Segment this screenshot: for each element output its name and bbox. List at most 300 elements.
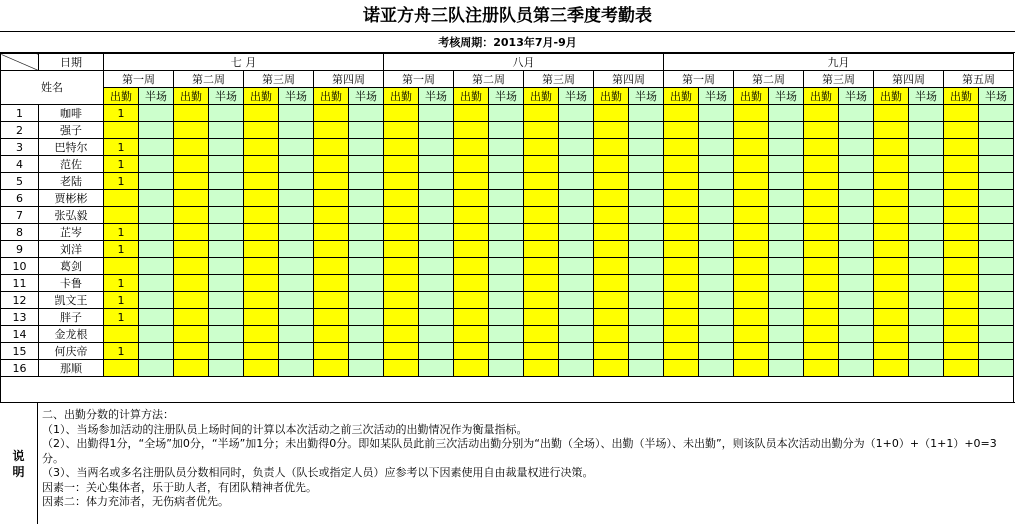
attend-cell[interactable]: [874, 224, 909, 241]
attend-cell[interactable]: [944, 224, 979, 241]
attend-cell[interactable]: [944, 139, 979, 156]
attend-cell[interactable]: [174, 241, 209, 258]
half-cell[interactable]: [489, 156, 524, 173]
attend-cell[interactable]: [454, 258, 489, 275]
half-cell[interactable]: [209, 156, 244, 173]
half-cell[interactable]: [769, 105, 804, 122]
half-cell[interactable]: [839, 292, 874, 309]
attend-cell[interactable]: [664, 139, 699, 156]
half-cell[interactable]: [769, 207, 804, 224]
attend-cell[interactable]: [104, 360, 139, 377]
half-cell[interactable]: [209, 343, 244, 360]
attend-cell[interactable]: [384, 241, 419, 258]
half-cell[interactable]: [209, 122, 244, 139]
attend-cell[interactable]: [174, 173, 209, 190]
half-cell[interactable]: [839, 343, 874, 360]
attend-cell[interactable]: [454, 326, 489, 343]
attend-cell[interactable]: [734, 105, 769, 122]
half-cell[interactable]: [769, 309, 804, 326]
half-cell[interactable]: [279, 207, 314, 224]
half-cell[interactable]: [139, 292, 174, 309]
half-cell[interactable]: [349, 139, 384, 156]
attend-cell[interactable]: [944, 173, 979, 190]
attend-cell[interactable]: [314, 224, 349, 241]
attend-cell[interactable]: [804, 326, 839, 343]
attend-cell[interactable]: 1: [104, 173, 139, 190]
attend-cell[interactable]: [244, 326, 279, 343]
half-cell[interactable]: [209, 275, 244, 292]
attend-cell[interactable]: [244, 241, 279, 258]
attend-cell[interactable]: 1: [104, 275, 139, 292]
half-cell[interactable]: [489, 139, 524, 156]
half-cell[interactable]: [139, 224, 174, 241]
attend-cell[interactable]: [944, 360, 979, 377]
half-cell[interactable]: [979, 275, 1014, 292]
attend-cell[interactable]: [664, 275, 699, 292]
half-cell[interactable]: [419, 292, 454, 309]
attend-cell[interactable]: [384, 139, 419, 156]
half-cell[interactable]: [769, 343, 804, 360]
half-cell[interactable]: [419, 122, 454, 139]
attend-cell[interactable]: [944, 292, 979, 309]
attend-cell[interactable]: [874, 343, 909, 360]
attend-cell[interactable]: [244, 360, 279, 377]
attend-cell[interactable]: [104, 190, 139, 207]
half-cell[interactable]: [839, 326, 874, 343]
attend-cell[interactable]: [664, 207, 699, 224]
attend-cell[interactable]: [524, 275, 559, 292]
half-cell[interactable]: [839, 275, 874, 292]
attend-cell[interactable]: [944, 241, 979, 258]
attend-cell[interactable]: [874, 190, 909, 207]
half-cell[interactable]: [839, 156, 874, 173]
half-cell[interactable]: [279, 309, 314, 326]
half-cell[interactable]: [769, 275, 804, 292]
attend-cell[interactable]: [454, 292, 489, 309]
attend-cell[interactable]: [734, 309, 769, 326]
half-cell[interactable]: [699, 207, 734, 224]
attend-cell[interactable]: [524, 326, 559, 343]
half-cell[interactable]: [279, 173, 314, 190]
half-cell[interactable]: [699, 258, 734, 275]
half-cell[interactable]: [909, 122, 944, 139]
attend-cell[interactable]: [174, 309, 209, 326]
attend-cell[interactable]: [734, 190, 769, 207]
attend-cell[interactable]: [244, 309, 279, 326]
attend-cell[interactable]: [594, 224, 629, 241]
half-cell[interactable]: [349, 156, 384, 173]
attend-cell[interactable]: [944, 207, 979, 224]
attend-cell[interactable]: [664, 224, 699, 241]
attend-cell[interactable]: [594, 360, 629, 377]
half-cell[interactable]: [839, 241, 874, 258]
attend-cell[interactable]: [594, 241, 629, 258]
attend-cell[interactable]: [174, 190, 209, 207]
attend-cell[interactable]: [384, 207, 419, 224]
half-cell[interactable]: [909, 105, 944, 122]
attend-cell[interactable]: [664, 190, 699, 207]
half-cell[interactable]: [629, 241, 664, 258]
attend-cell[interactable]: [804, 105, 839, 122]
half-cell[interactable]: [769, 139, 804, 156]
half-cell[interactable]: [629, 139, 664, 156]
half-cell[interactable]: [559, 105, 594, 122]
attend-cell[interactable]: [734, 292, 769, 309]
attend-cell[interactable]: [384, 173, 419, 190]
attend-cell[interactable]: 1: [104, 156, 139, 173]
attend-cell[interactable]: 1: [104, 309, 139, 326]
attend-cell[interactable]: [244, 156, 279, 173]
half-cell[interactable]: [909, 156, 944, 173]
attend-cell[interactable]: [524, 190, 559, 207]
attend-cell[interactable]: [804, 309, 839, 326]
half-cell[interactable]: [139, 360, 174, 377]
attend-cell[interactable]: [384, 105, 419, 122]
half-cell[interactable]: [909, 207, 944, 224]
attend-cell[interactable]: [804, 173, 839, 190]
attend-cell[interactable]: [734, 360, 769, 377]
half-cell[interactable]: [139, 156, 174, 173]
attend-cell[interactable]: [524, 173, 559, 190]
half-cell[interactable]: [559, 360, 594, 377]
half-cell[interactable]: [559, 275, 594, 292]
attend-cell[interactable]: [664, 292, 699, 309]
half-cell[interactable]: [419, 360, 454, 377]
half-cell[interactable]: [769, 190, 804, 207]
half-cell[interactable]: [279, 156, 314, 173]
half-cell[interactable]: [699, 275, 734, 292]
attend-cell[interactable]: [874, 360, 909, 377]
attend-cell[interactable]: [594, 258, 629, 275]
half-cell[interactable]: [279, 105, 314, 122]
half-cell[interactable]: [419, 241, 454, 258]
half-cell[interactable]: [139, 122, 174, 139]
attend-cell[interactable]: [174, 105, 209, 122]
half-cell[interactable]: [349, 122, 384, 139]
attend-cell[interactable]: [874, 326, 909, 343]
half-cell[interactable]: [979, 207, 1014, 224]
attend-cell[interactable]: [174, 292, 209, 309]
attend-cell[interactable]: [314, 258, 349, 275]
attend-cell[interactable]: [314, 360, 349, 377]
attend-cell[interactable]: [314, 275, 349, 292]
half-cell[interactable]: [979, 122, 1014, 139]
attend-cell[interactable]: [384, 122, 419, 139]
attend-cell[interactable]: [524, 241, 559, 258]
half-cell[interactable]: [419, 275, 454, 292]
attend-cell[interactable]: [874, 309, 909, 326]
half-cell[interactable]: [909, 190, 944, 207]
half-cell[interactable]: [559, 309, 594, 326]
attend-cell[interactable]: [804, 122, 839, 139]
attend-cell[interactable]: [174, 224, 209, 241]
half-cell[interactable]: [699, 122, 734, 139]
half-cell[interactable]: [139, 190, 174, 207]
attend-cell[interactable]: [874, 173, 909, 190]
half-cell[interactable]: [349, 275, 384, 292]
half-cell[interactable]: [419, 156, 454, 173]
half-cell[interactable]: [489, 258, 524, 275]
half-cell[interactable]: [979, 292, 1014, 309]
half-cell[interactable]: [139, 309, 174, 326]
half-cell[interactable]: [699, 343, 734, 360]
half-cell[interactable]: [769, 224, 804, 241]
half-cell[interactable]: [209, 360, 244, 377]
attend-cell[interactable]: [314, 207, 349, 224]
half-cell[interactable]: [699, 173, 734, 190]
half-cell[interactable]: [139, 275, 174, 292]
attend-cell[interactable]: [944, 275, 979, 292]
attend-cell[interactable]: [734, 156, 769, 173]
attend-cell[interactable]: [454, 343, 489, 360]
attend-cell[interactable]: [874, 241, 909, 258]
attend-cell[interactable]: [314, 343, 349, 360]
attend-cell[interactable]: [244, 173, 279, 190]
half-cell[interactable]: [209, 105, 244, 122]
attend-cell[interactable]: [874, 139, 909, 156]
half-cell[interactable]: [209, 241, 244, 258]
attend-cell[interactable]: [874, 122, 909, 139]
half-cell[interactable]: [699, 156, 734, 173]
half-cell[interactable]: [489, 224, 524, 241]
attend-cell[interactable]: [314, 292, 349, 309]
attend-cell[interactable]: 1: [104, 139, 139, 156]
half-cell[interactable]: [349, 190, 384, 207]
attend-cell[interactable]: [104, 122, 139, 139]
half-cell[interactable]: [979, 173, 1014, 190]
half-cell[interactable]: [629, 292, 664, 309]
attend-cell[interactable]: [734, 139, 769, 156]
half-cell[interactable]: [279, 275, 314, 292]
half-cell[interactable]: [979, 326, 1014, 343]
half-cell[interactable]: [209, 292, 244, 309]
half-cell[interactable]: [559, 258, 594, 275]
half-cell[interactable]: [489, 309, 524, 326]
attend-cell[interactable]: [664, 309, 699, 326]
attend-cell[interactable]: [524, 139, 559, 156]
half-cell[interactable]: [139, 258, 174, 275]
half-cell[interactable]: [419, 105, 454, 122]
half-cell[interactable]: [629, 309, 664, 326]
attend-cell[interactable]: [594, 343, 629, 360]
attend-cell[interactable]: [454, 241, 489, 258]
attend-cell[interactable]: [874, 105, 909, 122]
attend-cell[interactable]: [244, 139, 279, 156]
half-cell[interactable]: [489, 275, 524, 292]
half-cell[interactable]: [209, 326, 244, 343]
attend-cell[interactable]: [734, 326, 769, 343]
half-cell[interactable]: [769, 360, 804, 377]
half-cell[interactable]: [139, 326, 174, 343]
attend-cell[interactable]: [384, 275, 419, 292]
attend-cell[interactable]: [734, 122, 769, 139]
half-cell[interactable]: [909, 292, 944, 309]
attend-cell[interactable]: [314, 241, 349, 258]
half-cell[interactable]: [839, 258, 874, 275]
attend-cell[interactable]: [314, 309, 349, 326]
attend-cell[interactable]: [734, 343, 769, 360]
attend-cell[interactable]: [384, 224, 419, 241]
attend-cell[interactable]: [454, 275, 489, 292]
attend-cell[interactable]: [874, 156, 909, 173]
half-cell[interactable]: [839, 224, 874, 241]
attend-cell[interactable]: 1: [104, 343, 139, 360]
attend-cell[interactable]: [524, 360, 559, 377]
half-cell[interactable]: [629, 224, 664, 241]
attend-cell[interactable]: [454, 309, 489, 326]
attend-cell[interactable]: [384, 343, 419, 360]
half-cell[interactable]: [489, 326, 524, 343]
attend-cell[interactable]: [104, 207, 139, 224]
half-cell[interactable]: [909, 224, 944, 241]
attend-cell[interactable]: [804, 258, 839, 275]
attend-cell[interactable]: [734, 224, 769, 241]
attend-cell[interactable]: [944, 190, 979, 207]
attend-cell[interactable]: [594, 139, 629, 156]
attend-cell[interactable]: [594, 292, 629, 309]
half-cell[interactable]: [419, 343, 454, 360]
attend-cell[interactable]: [944, 326, 979, 343]
half-cell[interactable]: [699, 241, 734, 258]
attend-cell[interactable]: [524, 156, 559, 173]
attend-cell[interactable]: [384, 292, 419, 309]
half-cell[interactable]: [349, 292, 384, 309]
half-cell[interactable]: [979, 156, 1014, 173]
attend-cell[interactable]: [384, 156, 419, 173]
attend-cell[interactable]: [804, 156, 839, 173]
attend-cell[interactable]: [454, 360, 489, 377]
attend-cell[interactable]: [454, 224, 489, 241]
half-cell[interactable]: [279, 241, 314, 258]
attend-cell[interactable]: [594, 326, 629, 343]
attend-cell[interactable]: [944, 258, 979, 275]
half-cell[interactable]: [769, 173, 804, 190]
attend-cell[interactable]: [454, 139, 489, 156]
attend-cell[interactable]: [804, 343, 839, 360]
attend-cell[interactable]: [664, 326, 699, 343]
attend-cell[interactable]: [524, 309, 559, 326]
half-cell[interactable]: [489, 207, 524, 224]
half-cell[interactable]: [629, 326, 664, 343]
half-cell[interactable]: [559, 207, 594, 224]
attend-cell[interactable]: [734, 241, 769, 258]
attend-cell[interactable]: [454, 173, 489, 190]
attend-cell[interactable]: [104, 258, 139, 275]
attend-cell[interactable]: [244, 105, 279, 122]
half-cell[interactable]: [419, 190, 454, 207]
attend-cell[interactable]: [174, 258, 209, 275]
half-cell[interactable]: [349, 326, 384, 343]
attend-cell[interactable]: [314, 139, 349, 156]
half-cell[interactable]: [699, 309, 734, 326]
attend-cell[interactable]: [454, 207, 489, 224]
attend-cell[interactable]: [244, 207, 279, 224]
half-cell[interactable]: [979, 105, 1014, 122]
half-cell[interactable]: [909, 139, 944, 156]
half-cell[interactable]: [839, 190, 874, 207]
half-cell[interactable]: [139, 207, 174, 224]
half-cell[interactable]: [419, 173, 454, 190]
half-cell[interactable]: [489, 360, 524, 377]
half-cell[interactable]: [279, 360, 314, 377]
attend-cell[interactable]: [384, 258, 419, 275]
attend-cell[interactable]: [244, 224, 279, 241]
half-cell[interactable]: [209, 309, 244, 326]
half-cell[interactable]: [279, 292, 314, 309]
half-cell[interactable]: [629, 343, 664, 360]
attend-cell[interactable]: [524, 105, 559, 122]
half-cell[interactable]: [769, 258, 804, 275]
attend-cell[interactable]: [174, 156, 209, 173]
half-cell[interactable]: [559, 343, 594, 360]
half-cell[interactable]: [139, 241, 174, 258]
half-cell[interactable]: [559, 241, 594, 258]
half-cell[interactable]: [629, 173, 664, 190]
half-cell[interactable]: [769, 241, 804, 258]
half-cell[interactable]: [279, 326, 314, 343]
half-cell[interactable]: [839, 309, 874, 326]
half-cell[interactable]: [349, 207, 384, 224]
half-cell[interactable]: [279, 343, 314, 360]
attend-cell[interactable]: [384, 360, 419, 377]
half-cell[interactable]: [489, 292, 524, 309]
half-cell[interactable]: [979, 309, 1014, 326]
attend-cell[interactable]: [874, 275, 909, 292]
attend-cell[interactable]: [174, 139, 209, 156]
half-cell[interactable]: [489, 173, 524, 190]
attend-cell[interactable]: [664, 258, 699, 275]
half-cell[interactable]: [559, 139, 594, 156]
half-cell[interactable]: [699, 139, 734, 156]
attend-cell[interactable]: [874, 258, 909, 275]
half-cell[interactable]: [559, 156, 594, 173]
half-cell[interactable]: [279, 224, 314, 241]
attend-cell[interactable]: [104, 326, 139, 343]
attend-cell[interactable]: [244, 258, 279, 275]
half-cell[interactable]: [279, 258, 314, 275]
half-cell[interactable]: [979, 190, 1014, 207]
attend-cell[interactable]: [384, 190, 419, 207]
attend-cell[interactable]: [594, 190, 629, 207]
half-cell[interactable]: [699, 190, 734, 207]
half-cell[interactable]: [909, 258, 944, 275]
half-cell[interactable]: [769, 326, 804, 343]
half-cell[interactable]: [699, 292, 734, 309]
half-cell[interactable]: [489, 122, 524, 139]
attend-cell[interactable]: [874, 207, 909, 224]
half-cell[interactable]: [139, 343, 174, 360]
attend-cell[interactable]: [454, 122, 489, 139]
attend-cell[interactable]: [944, 309, 979, 326]
attend-cell[interactable]: [454, 105, 489, 122]
half-cell[interactable]: [559, 224, 594, 241]
half-cell[interactable]: [559, 122, 594, 139]
attend-cell[interactable]: [244, 190, 279, 207]
half-cell[interactable]: [699, 326, 734, 343]
half-cell[interactable]: [209, 190, 244, 207]
attend-cell[interactable]: [804, 292, 839, 309]
attend-cell[interactable]: [314, 190, 349, 207]
attend-cell[interactable]: [804, 139, 839, 156]
attend-cell[interactable]: [944, 122, 979, 139]
half-cell[interactable]: [209, 224, 244, 241]
half-cell[interactable]: [629, 105, 664, 122]
half-cell[interactable]: [699, 105, 734, 122]
attend-cell[interactable]: [944, 156, 979, 173]
attend-cell[interactable]: [594, 207, 629, 224]
attend-cell[interactable]: [804, 224, 839, 241]
half-cell[interactable]: [349, 258, 384, 275]
